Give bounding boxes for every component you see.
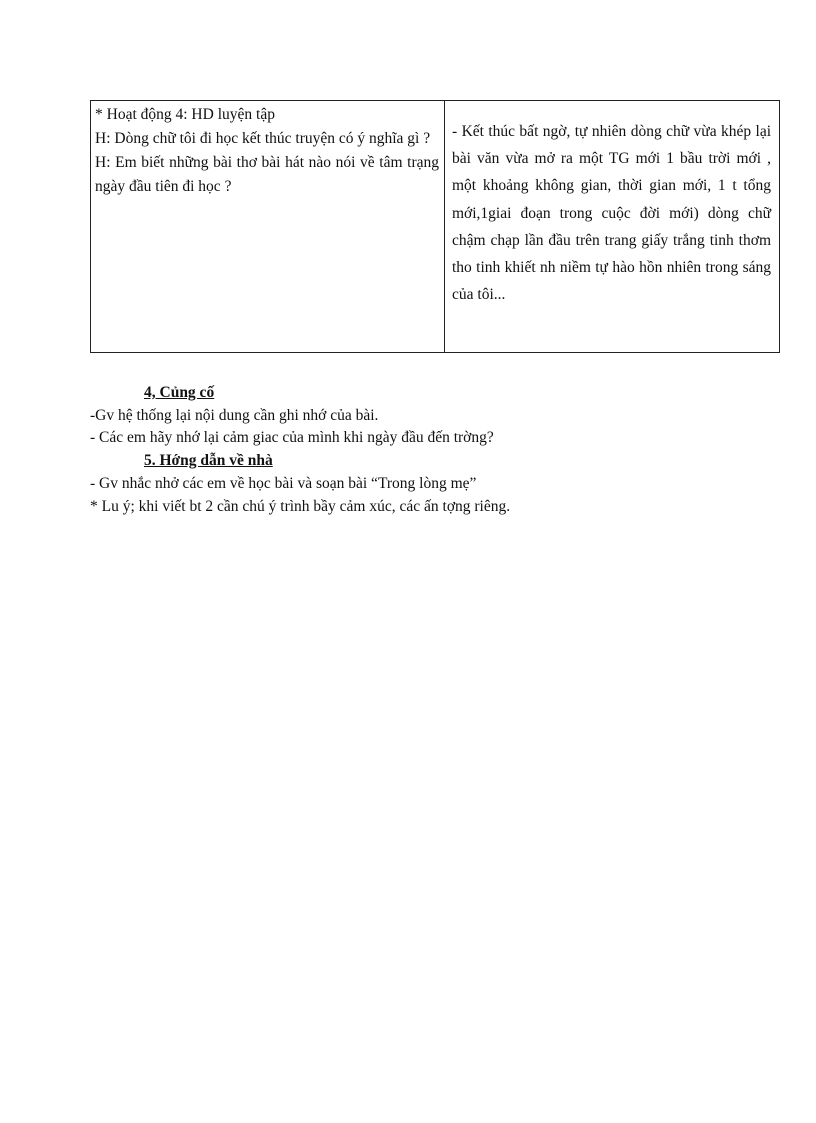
lesson-table bbox=[90, 100, 780, 353]
huong-dan-line-1: - Gv nhắc nhở các em về học bài và soạn bài “Trong lòng mẹ” bbox=[90, 474, 477, 492]
question-1: H: Dòng chữ tôi đi học kết thúc truyện có ý nghĩa gì ? bbox=[95, 130, 431, 147]
table-left-cell bbox=[91, 101, 445, 352]
table-right-cell bbox=[445, 101, 779, 352]
answer-text: - Kết thúc bất ngờ, tự nhiên dòng chữ vừa khép lại bài văn vừa mở ra một TG mới 1 bầu trời mới , một khoảng không gian, thời gian mới, 1 t tổng mới,1giai đoạn trong cuộc đời mới) dòng chữ chậm chạp lần đầu trên trang giấy trắng tinh thơm tho tinh khiết nh niềm tự hào hồn nhiên trong sáng của tôi... bbox=[452, 123, 771, 304]
huong-dan-heading: 5. Hớng dẫn về nhà bbox=[144, 452, 273, 470]
cung-co-heading: 4, Củng cố bbox=[144, 384, 215, 401]
activity-label: * Hoạt động 4: HD luyện tập bbox=[95, 106, 275, 123]
cung-co-line-1: -Gv hệ thống lại nội dung cần ghi nhớ của bài. bbox=[90, 406, 379, 424]
huong-dan-line-2: * Lu ý; khi viết bt 2 cần chú ý trình bầy cảm xúc, các ấn tợng riêng. bbox=[90, 497, 511, 515]
cung-co-line-2: - Các em hãy nhớ lại cảm giac của mình khi ngày đầu đến trờng? bbox=[90, 429, 494, 447]
lesson-notes bbox=[90, 382, 790, 518]
question-2: H: Em biết những bài thơ bài hát nào nói về tâm trạng ngày đầu tiên đi học ? bbox=[95, 154, 439, 195]
